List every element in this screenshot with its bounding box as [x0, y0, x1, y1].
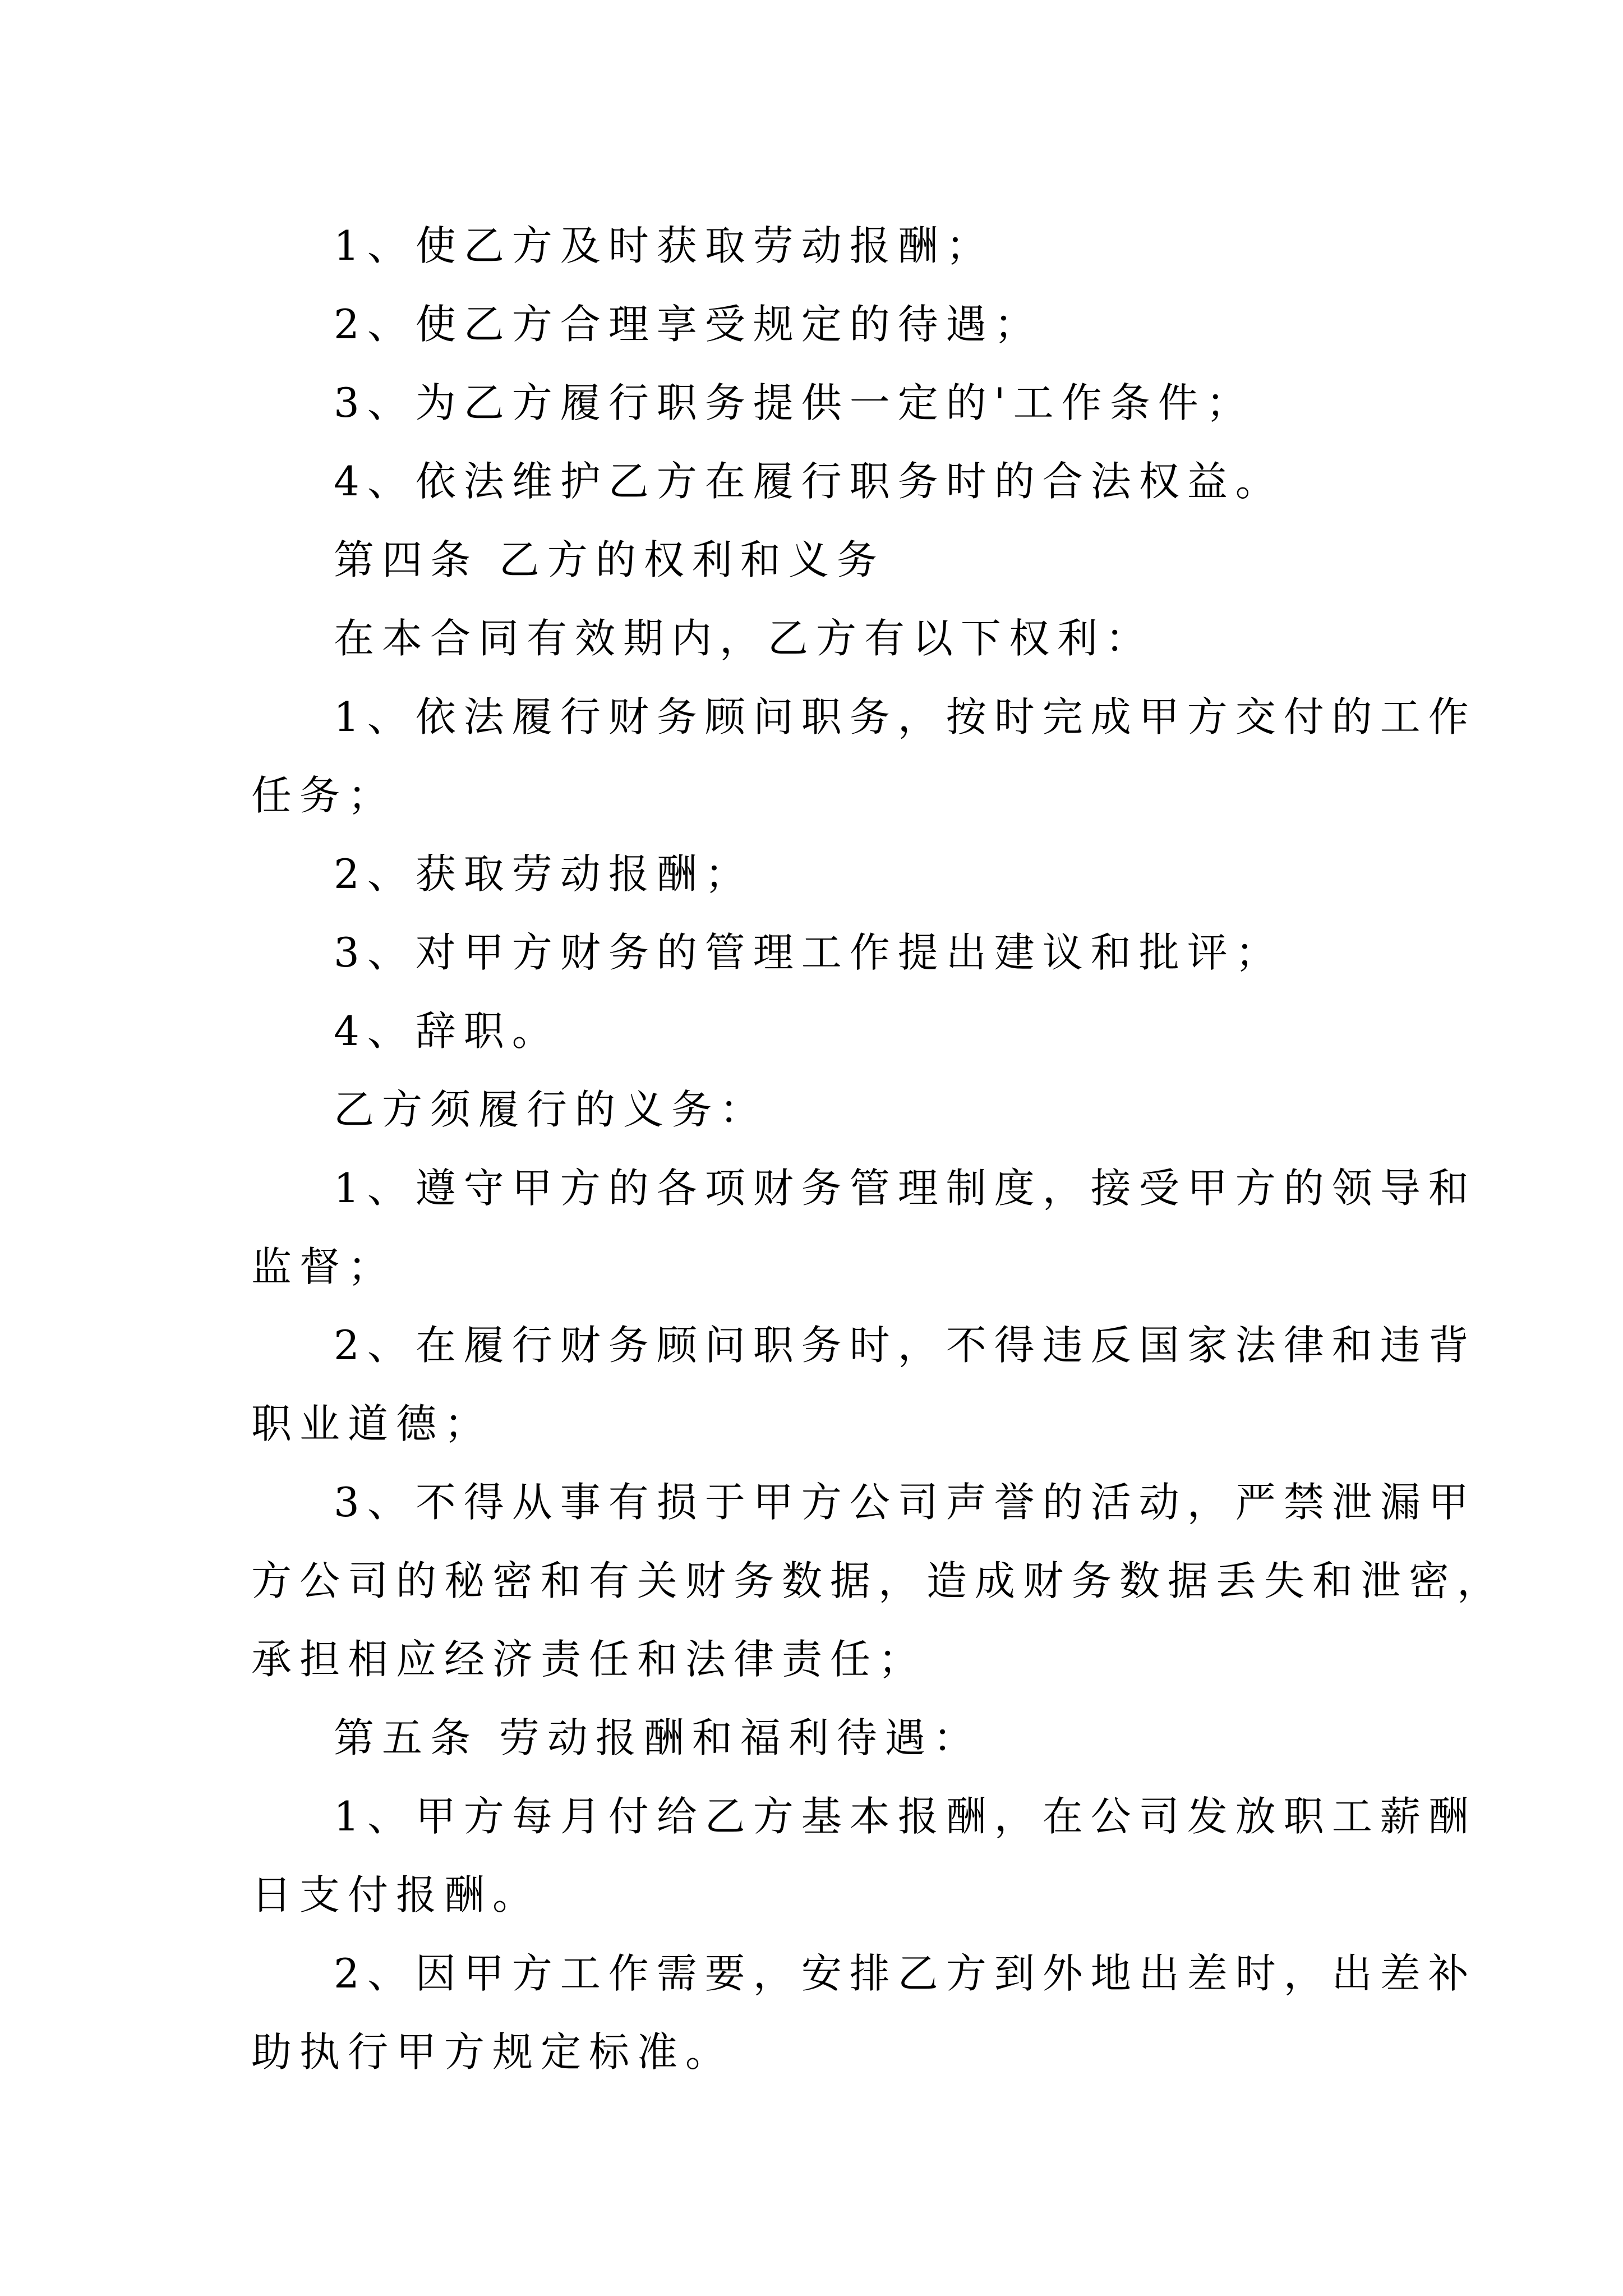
clause-line: 2、因甲方工作需要，安排乙方到外地出差时，出差补 [334, 1950, 1477, 1997]
article-heading: 第五条 劳动报酬和福利待遇： [334, 1714, 981, 1761]
clause-line-continuation: 承担相应经济责任和法律责任； [251, 1636, 927, 1683]
article-heading: 第四条 乙方的权利和义务 [334, 536, 885, 583]
clause-line-continuation: 职业道德； [251, 1400, 493, 1447]
clause-line: 2、使乙方合理享受规定的待遇； [334, 301, 1043, 348]
clause-line: 1、遵守甲方的各项财务管理制度，接受甲方的领导和 [334, 1165, 1477, 1212]
paragraph-line: 乙方须履行的义务： [334, 1086, 768, 1133]
clause-line: 4、依法维护乙方在履行职务时的合法权益。 [334, 458, 1284, 505]
clause-line: 2、获取劳动报酬； [334, 850, 753, 898]
clause-line-continuation: 助执行甲方规定标准。 [251, 2028, 734, 2076]
clause-line: 4、辞职。 [334, 1007, 560, 1055]
clause-line: 1、甲方每月付给乙方基本报酬，在公司发放职工薪酬 [334, 1793, 1477, 1840]
clause-line: 1、依法履行财务顾问职务，按时完成甲方交付的工作 [334, 693, 1477, 740]
clause-line-continuation: 任务； [251, 772, 396, 819]
clause-line: 2、在履行财务顾问职务时，不得违反国家法律和违背 [334, 1322, 1477, 1369]
clause-line-continuation: 监督； [251, 1243, 396, 1290]
paragraph-line: 在本合同有效期内，乙方有以下权利： [334, 615, 1154, 662]
clause-line: 3、为乙方履行职务提供一定的'工作条件； [334, 379, 1255, 426]
clause-line: 3、对甲方财务的管理工作提出建议和批评； [334, 929, 1284, 976]
clause-line: 3、不得从事有损于甲方公司声誉的活动，严禁泄漏甲 [334, 1479, 1477, 1526]
clause-line: 1、使乙方及时获取劳动报酬； [334, 222, 994, 269]
clause-line-continuation: 日支付报酬。 [251, 1871, 541, 1918]
clause-line-continuation: 方公司的秘密和有关财务数据，造成财务数据丢失和泄密， [251, 1557, 1506, 1604]
